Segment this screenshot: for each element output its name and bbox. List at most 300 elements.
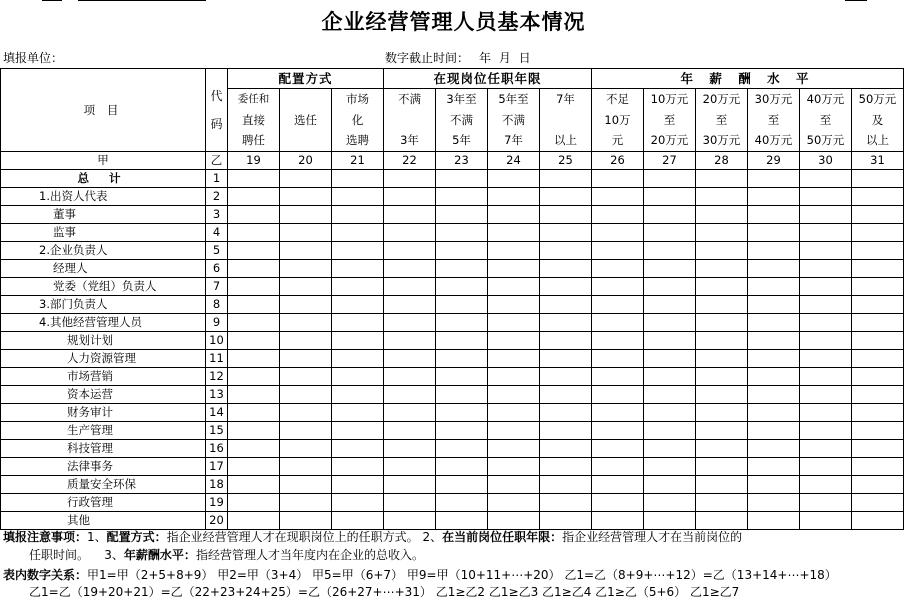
- data-cell[interactable]: [488, 260, 540, 278]
- data-cell[interactable]: [280, 476, 332, 494]
- data-cell[interactable]: [384, 206, 436, 224]
- col-header-23-line-2: 不满: [436, 110, 488, 131]
- data-cell[interactable]: [644, 332, 696, 350]
- data-cell[interactable]: [540, 188, 592, 206]
- data-cell[interactable]: [592, 314, 644, 332]
- data-cell[interactable]: [748, 296, 800, 314]
- data-cell[interactable]: [644, 494, 696, 512]
- row-label: 财务审计: [1, 404, 206, 422]
- data-cell[interactable]: [748, 206, 800, 224]
- col-header-22-line-1: 不满: [384, 89, 436, 110]
- data-cell[interactable]: [280, 224, 332, 242]
- data-cell[interactable]: [540, 224, 592, 242]
- data-cell[interactable]: [228, 332, 280, 350]
- data-cell[interactable]: [540, 170, 592, 188]
- data-cell[interactable]: [332, 188, 384, 206]
- col-header-22-line-2: [384, 110, 436, 131]
- data-cell[interactable]: [228, 476, 280, 494]
- top-rule-mid: [78, 0, 206, 1]
- data-cell[interactable]: [852, 332, 904, 350]
- data-cell[interactable]: [748, 368, 800, 386]
- data-cell[interactable]: [696, 458, 748, 476]
- data-cell[interactable]: [436, 314, 488, 332]
- data-cell[interactable]: [280, 404, 332, 422]
- data-cell[interactable]: [748, 260, 800, 278]
- data-cell[interactable]: [748, 314, 800, 332]
- data-cell[interactable]: [228, 422, 280, 440]
- data-cell[interactable]: [800, 368, 852, 386]
- data-cell[interactable]: [696, 260, 748, 278]
- data-cell[interactable]: [852, 458, 904, 476]
- data-cell[interactable]: [852, 404, 904, 422]
- data-cell[interactable]: [696, 224, 748, 242]
- data-cell[interactable]: [384, 368, 436, 386]
- data-cell[interactable]: [280, 296, 332, 314]
- data-cell[interactable]: [332, 170, 384, 188]
- data-cell[interactable]: [280, 332, 332, 350]
- data-cell[interactable]: [436, 170, 488, 188]
- data-cell[interactable]: [436, 458, 488, 476]
- data-cell[interactable]: [488, 440, 540, 458]
- data-cell[interactable]: [332, 206, 384, 224]
- data-cell[interactable]: [852, 224, 904, 242]
- data-cell[interactable]: [488, 332, 540, 350]
- data-cell[interactable]: [488, 224, 540, 242]
- data-cell[interactable]: [488, 296, 540, 314]
- data-cell[interactable]: [696, 278, 748, 296]
- data-cell[interactable]: [540, 296, 592, 314]
- data-cell[interactable]: [592, 350, 644, 368]
- data-cell[interactable]: [644, 224, 696, 242]
- data-cell[interactable]: [696, 494, 748, 512]
- data-cell[interactable]: [228, 224, 280, 242]
- data-cell[interactable]: [540, 440, 592, 458]
- data-cell[interactable]: [436, 224, 488, 242]
- data-cell[interactable]: [228, 368, 280, 386]
- data-cell[interactable]: [644, 458, 696, 476]
- table-row: [1, 278, 904, 296]
- data-cell[interactable]: [748, 476, 800, 494]
- data-cell[interactable]: [644, 368, 696, 386]
- data-cell[interactable]: [852, 440, 904, 458]
- data-cell[interactable]: [800, 188, 852, 206]
- data-cell[interactable]: [488, 494, 540, 512]
- data-cell[interactable]: [696, 170, 748, 188]
- table-row: [1, 404, 904, 422]
- data-cell[interactable]: [228, 170, 280, 188]
- data-cell[interactable]: [228, 350, 280, 368]
- row-label: 质量安全环保: [1, 476, 206, 494]
- data-cell[interactable]: [332, 314, 384, 332]
- data-cell[interactable]: [332, 422, 384, 440]
- data-cell[interactable]: [748, 224, 800, 242]
- data-cell[interactable]: [540, 422, 592, 440]
- data-cell[interactable]: [540, 260, 592, 278]
- row-label: 4.其他经营管理人员: [1, 314, 206, 332]
- data-cell[interactable]: [696, 386, 748, 404]
- data-cell[interactable]: [436, 350, 488, 368]
- data-cell[interactable]: [800, 260, 852, 278]
- data-cell[interactable]: [644, 206, 696, 224]
- data-cell[interactable]: [332, 458, 384, 476]
- data-cell[interactable]: [852, 386, 904, 404]
- data-cell[interactable]: [280, 242, 332, 260]
- data-cell[interactable]: [696, 476, 748, 494]
- data-cell[interactable]: [332, 440, 384, 458]
- data-cell[interactable]: [384, 476, 436, 494]
- data-cell[interactable]: [332, 242, 384, 260]
- row-label: 市场营销: [1, 368, 206, 386]
- note1-text: 指企业经营管理人才在现职岗位上的任职方式。: [166, 530, 419, 544]
- data-cell[interactable]: [384, 458, 436, 476]
- data-cell[interactable]: [644, 314, 696, 332]
- data-cell[interactable]: [488, 188, 540, 206]
- row-label: 监事: [1, 224, 206, 242]
- note3-prefix: 3、: [104, 548, 124, 562]
- data-cell[interactable]: [228, 386, 280, 404]
- data-cell[interactable]: [332, 404, 384, 422]
- data-cell[interactable]: [800, 242, 852, 260]
- data-cell[interactable]: [436, 440, 488, 458]
- data-cell[interactable]: [332, 224, 384, 242]
- col-header-26-line-3: 元: [592, 131, 644, 152]
- data-cell[interactable]: [592, 224, 644, 242]
- row-code: 1: [206, 170, 228, 188]
- data-cell[interactable]: [280, 458, 332, 476]
- row-code: 7: [206, 278, 228, 296]
- data-cell[interactable]: [384, 386, 436, 404]
- data-cell[interactable]: [384, 224, 436, 242]
- data-cell[interactable]: [488, 350, 540, 368]
- data-cell[interactable]: [748, 332, 800, 350]
- data-cell[interactable]: [280, 494, 332, 512]
- data-cell[interactable]: [592, 242, 644, 260]
- data-cell[interactable]: [488, 206, 540, 224]
- data-cell[interactable]: [748, 350, 800, 368]
- data-cell[interactable]: [488, 170, 540, 188]
- data-cell[interactable]: [332, 350, 384, 368]
- data-cell[interactable]: [228, 188, 280, 206]
- data-cell[interactable]: [332, 332, 384, 350]
- data-cell[interactable]: [228, 296, 280, 314]
- data-cell[interactable]: [696, 422, 748, 440]
- data-cell[interactable]: [748, 512, 800, 530]
- data-cell[interactable]: [280, 314, 332, 332]
- row-label: 资本运营: [1, 386, 206, 404]
- data-cell[interactable]: [228, 314, 280, 332]
- data-cell[interactable]: [384, 422, 436, 440]
- data-cell[interactable]: [228, 206, 280, 224]
- data-cell[interactable]: [280, 386, 332, 404]
- data-cell[interactable]: [800, 170, 852, 188]
- data-cell[interactable]: [852, 350, 904, 368]
- data-cell[interactable]: [644, 350, 696, 368]
- data-cell[interactable]: [748, 458, 800, 476]
- data-cell[interactable]: [748, 440, 800, 458]
- data-cell[interactable]: [332, 512, 384, 530]
- data-cell[interactable]: [800, 440, 852, 458]
- col-number-19: 19: [228, 152, 280, 170]
- data-cell[interactable]: [332, 296, 384, 314]
- data-cell[interactable]: [332, 368, 384, 386]
- data-cell[interactable]: [436, 368, 488, 386]
- col-header-24-line-2: 不满: [488, 110, 540, 131]
- data-cell[interactable]: [280, 512, 332, 530]
- data-cell[interactable]: [696, 332, 748, 350]
- data-cell[interactable]: [852, 206, 904, 224]
- data-cell[interactable]: [540, 512, 592, 530]
- data-cell[interactable]: [852, 278, 904, 296]
- data-cell[interactable]: [592, 170, 644, 188]
- data-cell[interactable]: [280, 170, 332, 188]
- data-cell[interactable]: [436, 206, 488, 224]
- col-header-29-line-3: 40万元: [748, 131, 800, 152]
- col-header-26-line-2: 10万: [592, 110, 644, 131]
- data-cell[interactable]: [228, 494, 280, 512]
- data-cell[interactable]: [280, 188, 332, 206]
- data-cell[interactable]: [748, 278, 800, 296]
- data-cell[interactable]: [384, 314, 436, 332]
- data-cell[interactable]: [852, 296, 904, 314]
- row-code: 19: [206, 494, 228, 512]
- data-cell[interactable]: [280, 368, 332, 386]
- data-cell[interactable]: [644, 422, 696, 440]
- data-cell[interactable]: [748, 386, 800, 404]
- data-cell[interactable]: [540, 404, 592, 422]
- data-cell[interactable]: [800, 476, 852, 494]
- data-cell[interactable]: [384, 278, 436, 296]
- data-cell[interactable]: [800, 350, 852, 368]
- data-cell[interactable]: [800, 224, 852, 242]
- row-code: 13: [206, 386, 228, 404]
- data-cell[interactable]: [228, 512, 280, 530]
- data-cell[interactable]: [488, 458, 540, 476]
- data-cell[interactable]: [488, 368, 540, 386]
- data-cell[interactable]: [540, 458, 592, 476]
- data-cell[interactable]: [436, 278, 488, 296]
- data-cell[interactable]: [384, 404, 436, 422]
- data-cell[interactable]: [384, 494, 436, 512]
- data-cell[interactable]: [592, 440, 644, 458]
- data-cell[interactable]: [852, 476, 904, 494]
- data-cell[interactable]: [644, 296, 696, 314]
- data-cell[interactable]: [644, 260, 696, 278]
- data-cell[interactable]: [644, 512, 696, 530]
- data-cell[interactable]: [384, 260, 436, 278]
- data-cell[interactable]: [228, 278, 280, 296]
- data-cell[interactable]: [852, 188, 904, 206]
- data-cell[interactable]: [852, 368, 904, 386]
- data-cell[interactable]: [592, 368, 644, 386]
- data-cell[interactable]: [332, 476, 384, 494]
- data-cell[interactable]: [488, 314, 540, 332]
- data-cell[interactable]: [748, 188, 800, 206]
- data-cell[interactable]: [488, 422, 540, 440]
- note3-key: 年薪酬水平：: [123, 548, 196, 562]
- data-cell[interactable]: [540, 368, 592, 386]
- data-cell[interactable]: [384, 512, 436, 530]
- data-cell[interactable]: [436, 260, 488, 278]
- data-cell[interactable]: [852, 242, 904, 260]
- data-cell[interactable]: [748, 404, 800, 422]
- data-cell[interactable]: [436, 188, 488, 206]
- data-cell[interactable]: [228, 404, 280, 422]
- data-cell[interactable]: [644, 440, 696, 458]
- data-cell[interactable]: [436, 296, 488, 314]
- data-cell[interactable]: [488, 476, 540, 494]
- data-cell[interactable]: [696, 368, 748, 386]
- data-cell[interactable]: [696, 206, 748, 224]
- data-cell[interactable]: [592, 206, 644, 224]
- data-cell[interactable]: [592, 422, 644, 440]
- data-cell[interactable]: [384, 440, 436, 458]
- data-cell[interactable]: [540, 386, 592, 404]
- data-cell[interactable]: [592, 260, 644, 278]
- data-cell[interactable]: [800, 206, 852, 224]
- data-cell[interactable]: [332, 494, 384, 512]
- data-cell[interactable]: [280, 350, 332, 368]
- data-cell[interactable]: [644, 278, 696, 296]
- data-cell[interactable]: [800, 314, 852, 332]
- col-header-21-line-1: 市场: [332, 89, 384, 110]
- data-cell[interactable]: [540, 494, 592, 512]
- data-cell[interactable]: [332, 260, 384, 278]
- data-cell[interactable]: [228, 260, 280, 278]
- data-cell[interactable]: [696, 440, 748, 458]
- data-cell[interactable]: [280, 206, 332, 224]
- data-cell[interactable]: [592, 404, 644, 422]
- data-cell[interactable]: [488, 278, 540, 296]
- data-cell[interactable]: [852, 494, 904, 512]
- note2-prefix: 2、: [422, 530, 443, 544]
- col-number-31: 31: [852, 152, 904, 170]
- data-cell[interactable]: [436, 422, 488, 440]
- data-cell[interactable]: [332, 386, 384, 404]
- data-cell[interactable]: [800, 296, 852, 314]
- data-cell[interactable]: [384, 188, 436, 206]
- data-cell[interactable]: [800, 422, 852, 440]
- note3-text: 指经营管理人才当年度内在企业的总收入。: [195, 548, 424, 562]
- data-cell[interactable]: [228, 242, 280, 260]
- data-cell[interactable]: [592, 494, 644, 512]
- data-cell[interactable]: [540, 476, 592, 494]
- data-cell[interactable]: [280, 422, 332, 440]
- data-cell[interactable]: [696, 188, 748, 206]
- data-cell[interactable]: [540, 206, 592, 224]
- row-code: 20: [206, 512, 228, 530]
- data-cell[interactable]: [228, 458, 280, 476]
- data-cell[interactable]: [436, 242, 488, 260]
- data-cell[interactable]: [436, 512, 488, 530]
- data-cell[interactable]: [592, 188, 644, 206]
- data-cell[interactable]: [280, 440, 332, 458]
- table-row: [1, 332, 904, 350]
- data-cell[interactable]: [800, 512, 852, 530]
- data-cell[interactable]: [436, 494, 488, 512]
- data-cell[interactable]: [800, 278, 852, 296]
- data-cell[interactable]: [488, 512, 540, 530]
- data-cell[interactable]: [384, 332, 436, 350]
- data-cell[interactable]: [488, 386, 540, 404]
- data-cell[interactable]: [592, 296, 644, 314]
- data-cell[interactable]: [384, 350, 436, 368]
- data-cell[interactable]: [748, 422, 800, 440]
- data-cell[interactable]: [644, 242, 696, 260]
- data-cell[interactable]: [852, 512, 904, 530]
- col-number-28: 28: [696, 152, 748, 170]
- data-cell[interactable]: [852, 170, 904, 188]
- data-cell[interactable]: [540, 314, 592, 332]
- data-cell[interactable]: [540, 332, 592, 350]
- data-cell[interactable]: [384, 242, 436, 260]
- data-cell[interactable]: [280, 260, 332, 278]
- data-cell[interactable]: [280, 278, 332, 296]
- row-code: 2: [206, 188, 228, 206]
- data-cell[interactable]: [488, 242, 540, 260]
- data-cell[interactable]: [592, 458, 644, 476]
- row-code: 5: [206, 242, 228, 260]
- data-cell[interactable]: [748, 242, 800, 260]
- data-cell[interactable]: [800, 404, 852, 422]
- data-cell[interactable]: [644, 188, 696, 206]
- data-cell[interactable]: [800, 494, 852, 512]
- row-code: 3: [206, 206, 228, 224]
- data-cell[interactable]: [540, 278, 592, 296]
- data-cell[interactable]: [644, 386, 696, 404]
- data-cell[interactable]: [592, 512, 644, 530]
- data-cell[interactable]: [644, 170, 696, 188]
- data-cell[interactable]: [436, 332, 488, 350]
- row-code: 17: [206, 458, 228, 476]
- data-cell[interactable]: [436, 476, 488, 494]
- data-cell[interactable]: [592, 386, 644, 404]
- col-number-26: 26: [592, 152, 644, 170]
- data-cell[interactable]: [696, 296, 748, 314]
- data-cell[interactable]: [852, 260, 904, 278]
- data-cell[interactable]: [696, 242, 748, 260]
- col-header-20-line-1: [280, 89, 332, 110]
- data-cell[interactable]: [540, 350, 592, 368]
- relations-heading: 表内数字关系：: [3, 568, 88, 582]
- data-cell[interactable]: [800, 332, 852, 350]
- row-code: 15: [206, 422, 228, 440]
- table-row: [1, 458, 904, 476]
- data-cell[interactable]: [644, 404, 696, 422]
- data-cell[interactable]: [852, 314, 904, 332]
- data-cell[interactable]: [488, 404, 540, 422]
- data-cell[interactable]: [384, 170, 436, 188]
- data-cell[interactable]: [592, 278, 644, 296]
- data-cell[interactable]: [748, 494, 800, 512]
- data-cell[interactable]: [748, 170, 800, 188]
- data-cell[interactable]: [696, 350, 748, 368]
- data-cell[interactable]: [332, 278, 384, 296]
- data-cell[interactable]: [592, 476, 644, 494]
- data-cell[interactable]: [644, 476, 696, 494]
- data-cell[interactable]: [800, 458, 852, 476]
- data-cell[interactable]: [800, 386, 852, 404]
- data-cell[interactable]: [852, 422, 904, 440]
- data-cell[interactable]: [696, 512, 748, 530]
- data-cell[interactable]: [592, 332, 644, 350]
- data-cell[interactable]: [436, 404, 488, 422]
- data-cell[interactable]: [540, 242, 592, 260]
- data-cell[interactable]: [228, 440, 280, 458]
- data-cell[interactable]: [384, 296, 436, 314]
- data-cell[interactable]: [696, 314, 748, 332]
- data-cell[interactable]: [696, 404, 748, 422]
- data-cell[interactable]: [436, 386, 488, 404]
